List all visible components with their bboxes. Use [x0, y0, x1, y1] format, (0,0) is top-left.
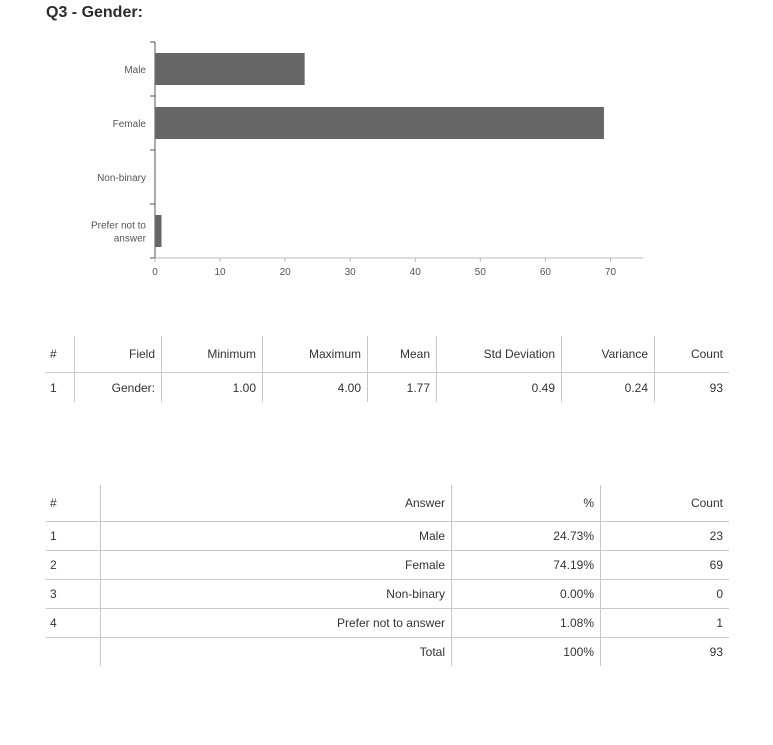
- x-tick-label: 20: [279, 267, 291, 278]
- answer-total-percent: 100%: [452, 638, 601, 667]
- bar-prefer-not-to-answer: [155, 215, 162, 247]
- answer-label: Male: [101, 522, 452, 551]
- stats-header-std-deviation: Std Deviation: [437, 336, 562, 373]
- answer-label: Female: [101, 551, 452, 580]
- x-tick-label: 30: [344, 267, 356, 278]
- stats-header-mean: Mean: [368, 336, 437, 373]
- answer-number: 3: [46, 580, 101, 609]
- table-row: [46, 551, 729, 580]
- answers-header-percent: %: [452, 485, 601, 522]
- answer-number: 2: [46, 551, 101, 580]
- answer-label: Prefer not to answer: [101, 609, 452, 638]
- answer-count: 1: [601, 609, 730, 638]
- table-row: [46, 609, 729, 638]
- answer-percent: 74.19%: [452, 551, 601, 580]
- x-tick-label: 40: [409, 267, 421, 278]
- answer-label: Non-binary: [101, 580, 452, 609]
- x-tick-label: 70: [604, 267, 617, 278]
- stats-header-number: #: [46, 336, 75, 373]
- stats-header-maximum: Maximum: [263, 336, 368, 373]
- answers-table: [46, 485, 729, 666]
- category-label: Male: [124, 65, 146, 76]
- gender-bar-chart: [0, 0, 773, 290]
- stats-cell-field: Gender:: [75, 373, 162, 403]
- answer-count: 23: [601, 522, 730, 551]
- stats-header-minimum: Minimum: [162, 336, 263, 373]
- x-tick-label: 0: [152, 267, 158, 278]
- answer-total-count: 93: [601, 638, 730, 667]
- stats-header-row: [46, 336, 729, 373]
- stats-cell-minimum: 1.00: [162, 373, 263, 403]
- answer-total-label: Total: [101, 638, 452, 667]
- stats-cell-std-deviation: 0.49: [437, 373, 562, 403]
- answer-count: 0: [601, 580, 730, 609]
- bar-female: [155, 107, 604, 139]
- answers-header-count: Count: [601, 485, 730, 522]
- answers-header-answer: Answer: [101, 485, 452, 522]
- stats-header-variance: Variance: [562, 336, 655, 373]
- stats-cell-count: 93: [655, 373, 730, 403]
- table-row: [46, 580, 729, 609]
- answer-percent: 1.08%: [452, 609, 601, 638]
- category-label: Prefer not to: [90, 220, 146, 232]
- answers-header-number: #: [46, 485, 101, 522]
- x-tick-label: 50: [474, 267, 486, 278]
- stats-header-field: Field: [75, 336, 162, 373]
- stats-cell-variance: 0.24: [562, 373, 655, 403]
- table-row: [46, 522, 729, 551]
- bar-male: [155, 53, 305, 85]
- table-row: [46, 373, 729, 403]
- answer-percent: 24.73%: [452, 522, 601, 551]
- category-label: answer: [113, 233, 146, 245]
- category-label: Non-binary: [97, 173, 146, 184]
- answer-percent: 0.00%: [452, 580, 601, 609]
- answer-count: 69: [601, 551, 730, 580]
- stats-cell-maximum: 4.00: [263, 373, 368, 403]
- stats-cell-number: 1: [50, 380, 57, 395]
- answers-header-row: [46, 485, 729, 522]
- answer-number: 4: [46, 609, 101, 638]
- answer-number: [46, 638, 101, 667]
- stats-table: [46, 336, 729, 402]
- page-title: Q3 - Gender:: [46, 4, 143, 21]
- x-tick-label: 60: [539, 267, 551, 278]
- answer-number: 1: [46, 522, 101, 551]
- stats-cell-mean: 1.77: [368, 373, 437, 403]
- stats-header-count: Count: [655, 336, 730, 373]
- category-label: Female: [112, 119, 146, 130]
- x-tick-label: 10: [214, 267, 226, 278]
- table-row: [46, 638, 729, 667]
